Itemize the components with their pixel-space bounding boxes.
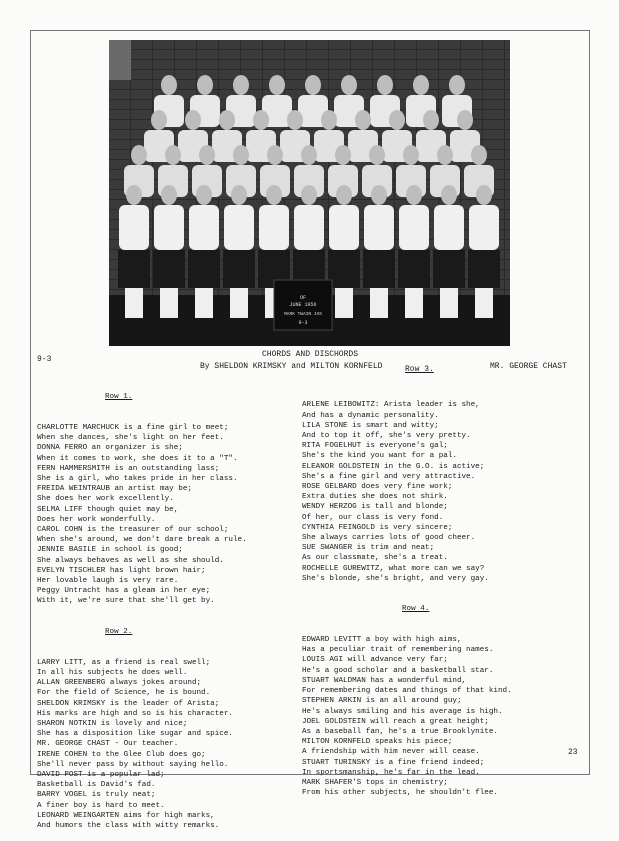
verse-line: Basketball is David's fad. <box>37 781 156 790</box>
student-figure <box>199 145 215 165</box>
verse-line: For remembering dates and things of that kind. <box>302 687 512 696</box>
verse-line: For the field of Science, he is bound. <box>37 689 211 698</box>
student-figure <box>471 145 487 165</box>
verse-line: STUART TURINSKY is a fine friend indeed; <box>302 758 485 767</box>
verse-line: LEONARD WEINGARTEN aims for high marks, <box>37 811 215 820</box>
verse-line: She'll never pass by without saying hello. <box>37 760 229 769</box>
student-figure <box>369 145 385 165</box>
student-figure <box>433 250 465 288</box>
student-figure <box>423 110 439 130</box>
student-figure <box>305 75 321 95</box>
student-figure <box>267 145 283 165</box>
verse-line: STUART WALDMAN has a wonderful mind, <box>302 676 467 685</box>
student-figure <box>434 205 464 250</box>
student-figure <box>468 250 500 288</box>
verse-line: Does her work wonderfully. <box>37 515 156 524</box>
verse-line: LOUIS AGI will advance very far; <box>302 656 448 665</box>
verse-line: ELEANOR GOLDSTEIN in the G.O. is active; <box>302 462 485 471</box>
verse-line: STEPHEN ARKIN is an all around guy; <box>302 697 462 706</box>
verse-line: She always carries lots of good cheer. <box>302 534 476 543</box>
student-figure <box>185 110 201 130</box>
verse-line: RITA FOGELHUT is everyone's gal; <box>302 442 448 451</box>
verse-line: JOEL GOLDSTEIN will reach a great height; <box>302 717 489 726</box>
class-sign <box>274 280 332 330</box>
student-figure <box>223 250 255 288</box>
verse-line: From his other subjects, he shouldn't flee. <box>302 789 498 798</box>
verse-line: And has a dynamic personality. <box>302 411 439 420</box>
verse-line: She does her work excellently. <box>37 495 174 504</box>
verse-line: FREIDA WEINTRAUB an artist may be; <box>37 485 192 494</box>
verse-line: FERN HAMMERSMITH is an outstanding lass; <box>37 464 220 473</box>
student-figure <box>335 288 353 318</box>
student-figure <box>161 75 177 95</box>
verse-line: LILA STONE is smart and witty; <box>302 421 439 430</box>
student-figure <box>233 145 249 165</box>
student-figure <box>259 205 289 250</box>
student-figure <box>269 75 285 95</box>
student-figure <box>154 205 184 250</box>
student-figure <box>151 110 167 130</box>
student-figure <box>189 205 219 250</box>
row1-heading: Row 1. <box>105 393 133 402</box>
right-column <box>302 380 592 809</box>
verse-line: LARRY LITT, as a friend is real swell; <box>37 658 211 667</box>
teacher-name: MR. GEORGE CHAST <box>490 362 567 371</box>
verse-line: ARLENE LEIBOWITZ: Arista leader is she, <box>302 401 480 410</box>
verse-line: In sportsmanship, he's far in the lead. <box>302 768 480 777</box>
student-figure <box>230 288 248 318</box>
student-figure <box>160 288 178 318</box>
student-figure <box>195 288 213 318</box>
verse-line: SUE SWANGER is trim and neat; <box>302 544 435 553</box>
page-number: 23 <box>568 748 578 757</box>
student-figure <box>441 185 457 205</box>
verse-line: Of her, our class is very fond. <box>302 513 444 522</box>
row3-verses <box>302 400 592 584</box>
verse-line: EDWARD LEVITT a boy with high aims, <box>302 636 462 645</box>
student-figure <box>370 288 388 318</box>
student-figure <box>233 75 249 95</box>
verse-line: With it, we're sure that she'll get by. <box>37 597 215 606</box>
student-figure <box>321 110 337 130</box>
student-figure <box>406 185 422 205</box>
verse-line: She is a girl, who takes pride in her class. <box>37 475 238 484</box>
verse-line: She always behaves as well as she should. <box>37 556 224 565</box>
verse-line: MILTON KORNFELD speaks his piece; <box>302 738 453 747</box>
verse-line: She's the kind you want for a pal. <box>302 452 457 461</box>
student-figure <box>161 185 177 205</box>
student-figure <box>405 288 423 318</box>
student-figure <box>153 250 185 288</box>
verse-line: He's a good scholar and a basketball star. <box>302 666 494 675</box>
verse-line: CYNTHIA FEINGOLD is very sincere; <box>302 523 453 532</box>
verse-line: As our classmate, she's a treat. <box>302 554 448 563</box>
verse-line: In all his subjects he does well. <box>37 668 188 677</box>
student-figure <box>364 205 394 250</box>
student-figure <box>231 185 247 205</box>
student-figure <box>125 288 143 318</box>
verse-line: She has a disposition like sugar and spice. <box>37 730 233 739</box>
poem-title: CHORDS AND DISCHORDS <box>261 350 358 359</box>
verse-line: EVELYN TISCHLER has light brown hair; <box>37 566 206 575</box>
sign-line: OF <box>299 295 307 301</box>
student-figure <box>197 75 213 95</box>
verse-line: When she dances, she's light on her feet. <box>37 434 224 443</box>
student-figure <box>219 110 235 130</box>
verse-line: ROSE GELBARD does very fine work; <box>302 483 453 492</box>
student-figure <box>469 205 499 250</box>
student-figure <box>287 110 303 130</box>
student-figure <box>437 145 453 165</box>
verse-line: Peggy Untracht has a gleam in her eye; <box>37 587 211 596</box>
verse-line: CAROL COHN is the treasurer of our school; <box>37 526 229 535</box>
student-figure <box>371 185 387 205</box>
student-figure <box>329 205 359 250</box>
verse-line: Has a peculiar trait of remembering names. <box>302 646 494 655</box>
student-figure <box>399 205 429 250</box>
verse-line: When it comes to work, she does it to a "T". <box>37 454 238 463</box>
verse-line: ALLAN GREENBERG always jokes around; <box>37 679 202 688</box>
verse-line: IRENE COHEN to the Glee Club does go; <box>37 750 206 759</box>
sign-line: 9-3 <box>298 320 308 326</box>
verse-line: Her lovable laugh is very rare. <box>37 577 179 586</box>
verse-line: CHARLOTTE MARCHUCK is a fine girl to meet; <box>37 424 229 433</box>
student-figure <box>457 110 473 130</box>
sign-line: JUNE 1956 <box>289 302 317 308</box>
verse-line: JENNIE BASILE in school is good; <box>37 546 183 555</box>
class-photo <box>109 40 510 346</box>
student-figure <box>328 250 360 288</box>
left-column <box>37 372 299 841</box>
student-figure <box>377 75 393 95</box>
verse-line: His marks are high and so is his character. <box>37 709 233 718</box>
verse-line: DAVID POST is a popular lad; <box>37 770 165 779</box>
class-photo-image <box>109 40 510 346</box>
verse-line: She's blonde, she's bright, and very gay. <box>302 574 489 583</box>
student-figure <box>336 185 352 205</box>
student-figure <box>475 288 493 318</box>
verse-line: SELMA LIFF though quiet may be, <box>37 505 179 514</box>
verse-line: SHARON NOTKIN is lovely and nice; <box>37 719 188 728</box>
student-figure <box>119 205 149 250</box>
student-figure <box>341 75 357 95</box>
row2-heading: Row 2. <box>105 628 133 637</box>
row3-heading: Row 3. <box>405 365 434 374</box>
student-figure <box>449 75 465 95</box>
verse-line: When she's around, we don't dare break a rule. <box>37 536 247 545</box>
student-figure <box>476 185 492 205</box>
verse-line: He's always smiling and his average is high. <box>302 707 503 716</box>
student-figure <box>165 145 181 165</box>
sign-line: MARK TWAIN JHS <box>284 312 322 317</box>
student-figure <box>398 250 430 288</box>
row4-heading: Row 4. <box>402 605 430 614</box>
verse-line: A finer boy is hard to meet. <box>37 801 165 810</box>
row1-verses <box>37 423 299 607</box>
verse-line: WENDY HERZOG is tall and blonde; <box>302 503 448 512</box>
student-figure <box>224 205 254 250</box>
verse-line: DONNA FERRO an organizer is she; <box>37 444 183 453</box>
student-figure <box>188 250 220 288</box>
student-figure <box>355 110 371 130</box>
student-figure <box>118 250 150 288</box>
student-figure <box>126 185 142 205</box>
verse-line: MR. GEORGE CHAST - Our teacher. <box>37 740 179 749</box>
verse-line: As a baseball fan, he's a true Brooklynite. <box>302 727 498 736</box>
row2-verses <box>37 658 299 831</box>
student-figure <box>196 185 212 205</box>
verse-line: SHELDON KRIMSKY is the leader of Arista; <box>37 699 220 708</box>
student-figure <box>301 185 317 205</box>
student-figure <box>131 145 147 165</box>
student-figure <box>335 145 351 165</box>
student-figure <box>266 185 282 205</box>
student-figure <box>301 145 317 165</box>
verse-line: Extra duties she does not shirk. <box>302 493 448 502</box>
verse-line: She's a fine girl and very attractive. <box>302 472 476 481</box>
class-label: 9-3 <box>37 355 52 364</box>
sign-line: CLASS <box>295 288 311 294</box>
student-figure <box>440 288 458 318</box>
byline: By SHELDON KRIMSKY and MILTON KORNFELD <box>200 362 383 371</box>
verse-line: And to top it off, she's very pretty. <box>302 432 471 441</box>
student-figure <box>294 205 324 250</box>
student-figure <box>413 75 429 95</box>
verse-line: BARRY VOGEL is truly neat; <box>37 791 156 800</box>
verse-line: ROCHELLE GUREWITZ, what more can we say? <box>302 564 485 573</box>
verse-line: MARK SHAFER'S tops in chemistry; <box>302 778 448 787</box>
student-figure <box>403 145 419 165</box>
verse-line: And humors the class with witty remarks. <box>37 821 220 830</box>
student-figure <box>389 110 405 130</box>
verse-line: A friendship with him never will cease. <box>302 748 480 757</box>
student-figure <box>253 110 269 130</box>
student-figure <box>363 250 395 288</box>
row4-verses <box>302 635 592 798</box>
